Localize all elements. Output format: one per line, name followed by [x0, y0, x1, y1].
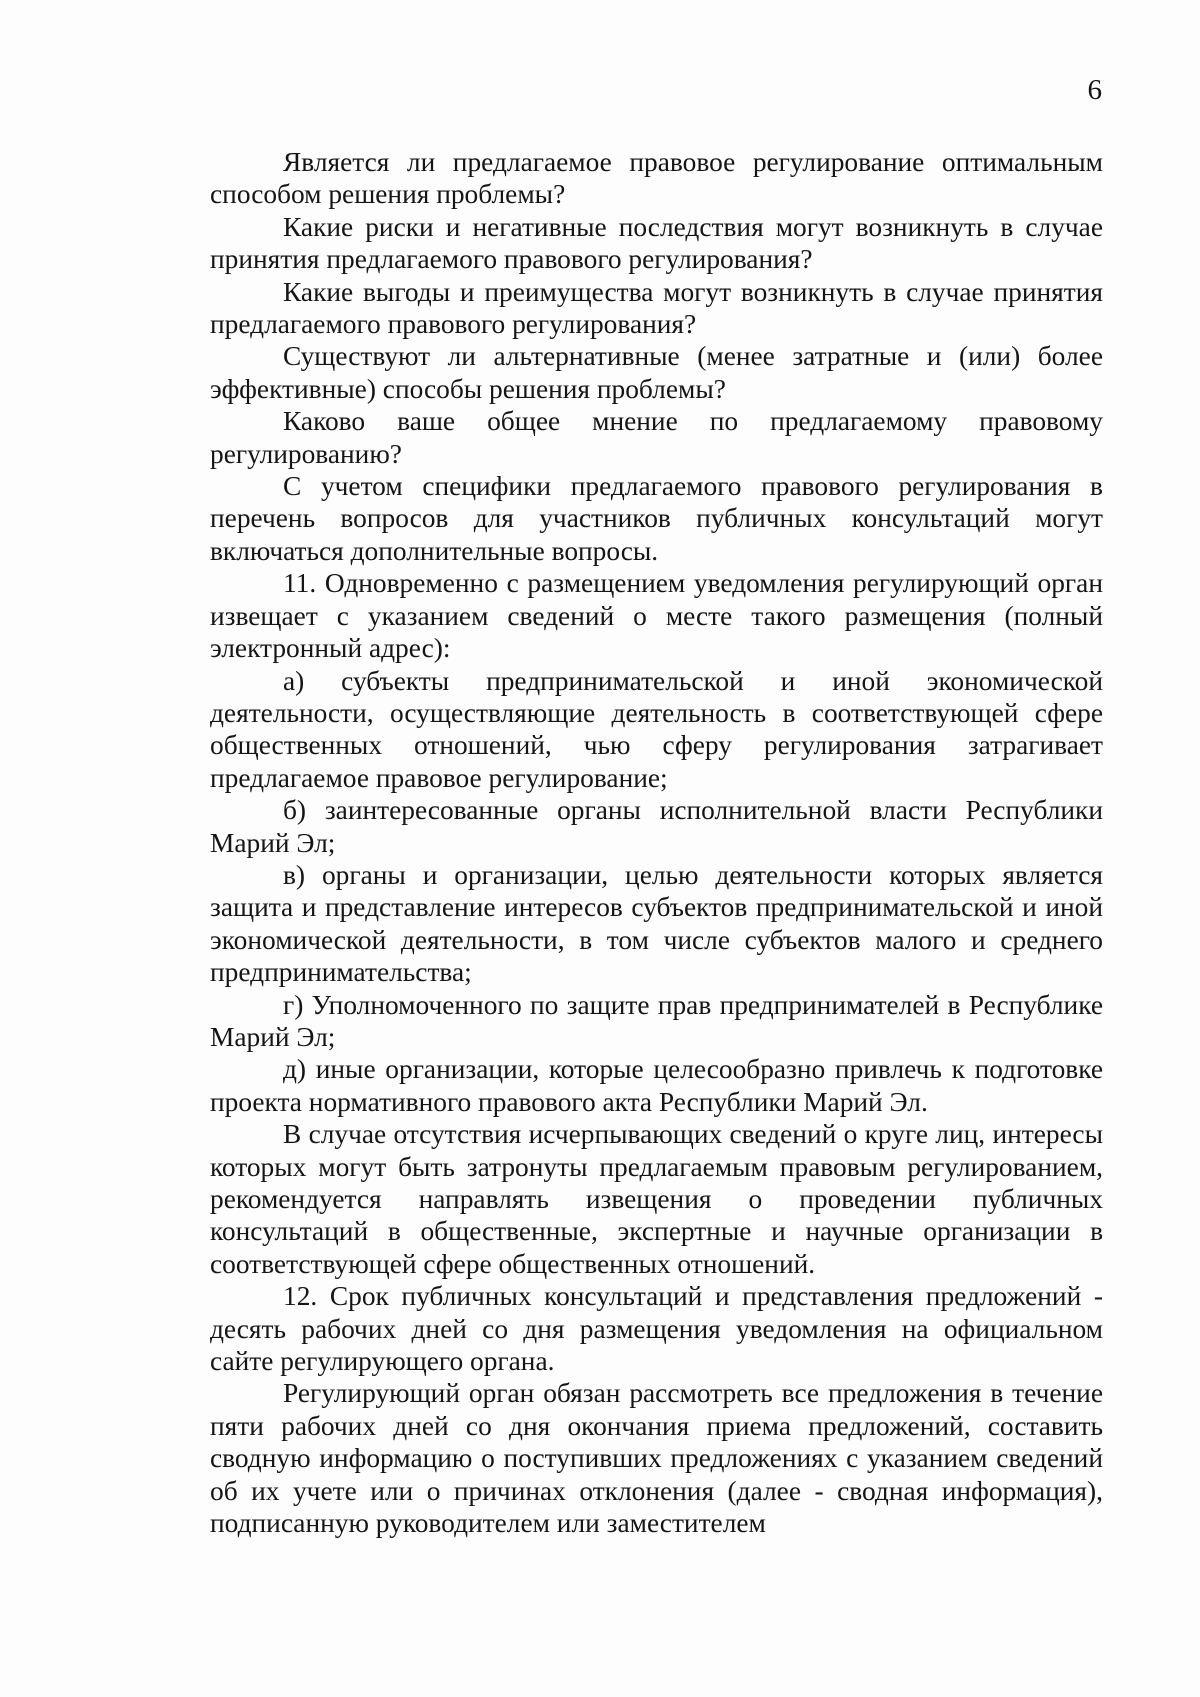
paragraph-item-d: д) иные организации, которые целесообразно привлечь к подготовке проекта нормативного правового акта Республики Марий Эл.	[210, 1054, 1103, 1117]
paragraph-question-benefits: Какие выгоды и преимущества могут возникнуть в случае принятия предлагаемого правового регулирования?	[210, 276, 1103, 340]
paragraph-item-v: в) органы и организации, целью деятельности которых является защита и представление интересов субъектов предпринимательской и иной экономической деятельности, в том числе субъектов малого и среднего предпринимательства;	[210, 859, 1103, 988]
paragraph-item-a: а) субъекты предпринимательской и иной экономической деятельности, осуществляющие деятельность в соответствующей сфере общественных отношений, чью сферу регулирования затрагивает предлагаемое правовое регулирование;	[210, 665, 1103, 793]
paragraph-clause-12: 12. Срок публичных консультаций и представления предложений - десять рабочих дней со дня размещения уведомления на официальном сайте регулирующего органа.	[210, 1281, 1103, 1377]
document-body	[210, 146, 1103, 1539]
paragraph-item-b: б) заинтересованные органы исполнительной власти Республики Марий Эл;	[210, 795, 1103, 858]
paragraph-question-opinion: Каково ваше общее мнение по предлагаемому правовому регулированию?	[210, 406, 1103, 469]
paragraph-question-risks: Какие риски и негативные последствия могут возникнуть в случае принятия предлагаемого правового регулирования?	[210, 211, 1103, 275]
paragraph-regulator-obligation: Регулирующий орган обязан рассмотреть все предложения в течение пяти рабочих дней со дня окончания приема предложений, составить сводную информацию о поступивших предложениях с указанием сведений об их учете или о причинах отклонения (далее - сводная информация), подписанную руководителем или заместителем	[210, 1378, 1103, 1539]
page-number: 6	[1087, 74, 1102, 106]
paragraph-additional-questions: С учетом специфики предлагаемого правового регулирования в перечень вопросов для участников публичных консультаций могут включаться дополнительные вопросы.	[210, 471, 1103, 566]
paragraph-no-exhaustive-info: В случае отсутствия исчерпывающих сведений о круге лиц, интересы которых могут быть затронуты предлагаемым правовым регулированием, рекомендуется направлять извещения о проведении публичных консультаций в общественные, экспертные и научные организации в соответствующей сфере общественных отношений.	[210, 1119, 1103, 1279]
paragraph-question-alternatives: Существуют ли альтернативные (менее затратные и (или) более эффективные) способы решения проблемы?	[210, 341, 1103, 404]
paragraph-clause-11: 11. Одновременно с размещением уведомления регулирующий орган извещает с указанием сведений о месте такого размещения (полный электронный адрес):	[210, 568, 1103, 664]
paragraph-item-g: г) Уполномоченного по защите прав предпринимателей в Республике Марий Эл;	[210, 989, 1103, 1052]
paragraph-question-optimal: Является ли предлагаемое правовое регулирование оптимальным способом решения проблемы?	[210, 147, 1103, 210]
